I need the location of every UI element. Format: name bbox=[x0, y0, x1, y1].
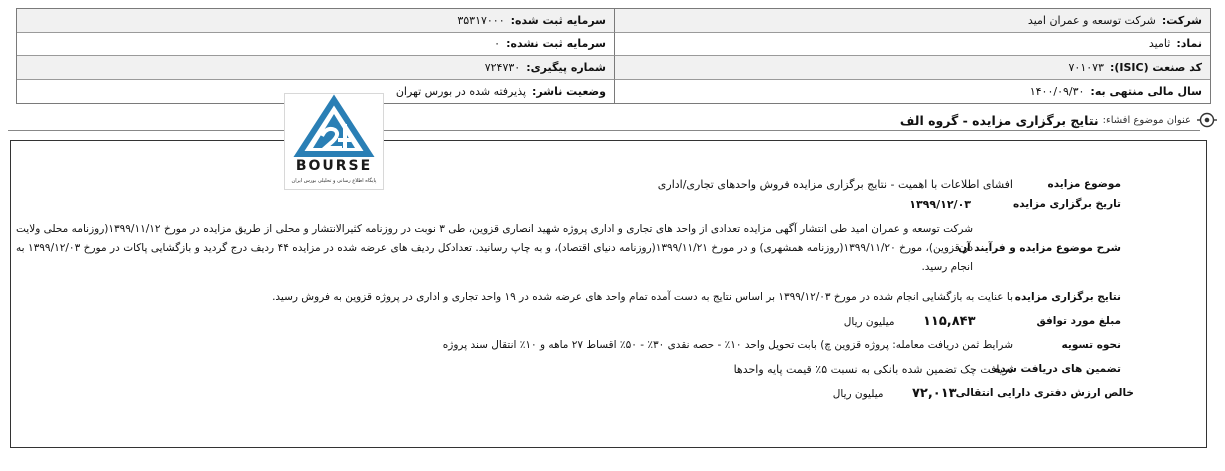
disclosure-title: نتایج برگزاری مزایده - گروه الف bbox=[899, 112, 1099, 128]
result-label: نتایج برگزاری مزایده bbox=[1014, 291, 1121, 303]
bourse-logo bbox=[284, 93, 384, 190]
capital-unregistered-value: ۰ bbox=[494, 37, 501, 51]
auction-details-box bbox=[10, 140, 1207, 448]
capital-registered-label: سرمایه ثبت شده: bbox=[510, 13, 606, 27]
agreed-value-cell bbox=[844, 314, 1021, 329]
net-label: خالص ارزش دفتری دارایی انتقالی bbox=[955, 387, 1134, 399]
isic-label: کد صنعت (ISIC): bbox=[1109, 60, 1202, 74]
tracking-label: شماره پیگیری: bbox=[526, 60, 606, 74]
row-agreed-amount bbox=[844, 311, 1121, 331]
settlement-value: شرایط ثمن دریافت معامله: پروژه قزوین چ) بابت تحویل واحد ۱۰٪ - حصه نقدی ۳۰٪ - ۵۰٪ اقساط ۲۷ ماهه و ۱۰٪ انتقال سند پروژه bbox=[442, 339, 1013, 351]
row-subject bbox=[658, 174, 1121, 194]
disclosure-title-bar bbox=[900, 110, 1217, 130]
agreed-unit: میلیون ریال bbox=[843, 315, 895, 328]
bourse-logo-mark bbox=[285, 94, 383, 189]
row-guarantee bbox=[734, 359, 1121, 379]
publisher-status-label: وضعیت ناشر: bbox=[532, 84, 606, 98]
process-label: شرح موضوع مزایده و فرآیند آن bbox=[958, 242, 1121, 254]
agreed-label: مبلغ مورد توافق bbox=[1036, 315, 1121, 327]
row-date bbox=[909, 194, 1121, 214]
company-label: شرکت: bbox=[1161, 13, 1202, 27]
capital-unregistered-label: سرمایه ثبت نشده: bbox=[506, 37, 606, 51]
process-value: شرکت توسعه و عمران امید طی انتشار آگهی مزایده تعدادی از واحد های تجاری و اداری پروژه شهید انصاری قزوین، طی ۳ نوبت در روزنامه کثیرالانتشار و محلی از طریق مزایده در مورخ ۱۳۹۹/۱۱/۱۲(روزنامه محلی ولایت در قزوین)، مورخ ۱۳۹۹/۱۱/۲۰(روزنامه همشهری) و در مورخ ۱۳۹۹/۱۱/۲۱(روزنامه دنیای اقتصاد)، و به چاپ رسانید. تعدادکل ردیف های عرضه شده در مزایده ۴۴ ردیف درج گردید و بازگشایی پاکات در مورخ ۱۳۹۹/۱۲/۰۳ به انجام رسید. bbox=[16, 222, 973, 273]
guarantee-label: تضمین های دریافت شده bbox=[994, 363, 1121, 375]
company-cell bbox=[614, 9, 1210, 33]
company-value: شرکت توسعه و عمران امید bbox=[1027, 13, 1156, 27]
net-amount: ۷۲,۰۱۳ bbox=[912, 385, 957, 401]
subject-label: موضوع مزایده bbox=[1047, 178, 1121, 190]
row-process bbox=[16, 215, 1121, 281]
row-result bbox=[272, 287, 1121, 307]
net-unit: میلیون ریال bbox=[832, 387, 884, 400]
row-net-book-value bbox=[833, 383, 1134, 403]
company-info-table bbox=[16, 8, 1211, 104]
fiscal-cell bbox=[614, 80, 1210, 104]
guarantee-value: دریافت چک تضمین شده بانکی به نسبت ۵٪ قیمت پایه واحدها bbox=[733, 362, 1013, 376]
isic-cell bbox=[614, 56, 1210, 80]
isic-value: ۷۰۱۰۷۳ bbox=[1068, 60, 1104, 74]
date-value: ۱۳۹۹/۱۲/۰۳ bbox=[909, 197, 971, 211]
tracking-cell bbox=[17, 56, 614, 80]
disclosure-title-caption: عنوان موضوع افشاء: bbox=[1102, 114, 1191, 126]
capital-unregistered-cell bbox=[17, 33, 614, 57]
agreed-amount: ۱۱۵,۸۴۳ bbox=[923, 313, 976, 329]
row-settlement bbox=[443, 335, 1121, 355]
title-divider bbox=[8, 130, 1200, 131]
target-icon bbox=[1197, 110, 1217, 130]
net-value-cell bbox=[833, 386, 984, 401]
result-value: با عنایت به بازگشایی انجام شده در مورخ ۱۳۹۹/۱۲/۰۳ بر اساس نتایج به دست آمده تمام واحد های عرضه شده در ۱۹ واحد تجاری و اداری در پروژه قزوین به فروش رسید. bbox=[272, 291, 1013, 303]
subject-value: افشای اطلاعات با اهمیت - نتایج برگزاری مزایده فروش واحدهای تجاری/اداری bbox=[657, 177, 1013, 191]
settlement-label: نحوه تسویه bbox=[1061, 339, 1121, 351]
publisher-status-value: پذیرفته شده در بورس تهران bbox=[395, 84, 527, 98]
logo-subtitle-text: پایگاه اطلاع رسانی و تحلیلی بورس ایران bbox=[291, 178, 377, 184]
fiscal-value: ۱۴۰۰/۰۹/۳۰ bbox=[1029, 84, 1085, 98]
capital-registered-value: ۳۵۳۱۷۰۰۰ bbox=[457, 13, 505, 27]
symbol-cell bbox=[614, 33, 1210, 57]
tracking-value: ۷۲۴۷۳۰ bbox=[484, 60, 521, 74]
symbol-label: نماد: bbox=[1176, 37, 1202, 51]
logo-brand-text: BOURSE bbox=[295, 158, 373, 174]
date-label: تاریخ برگزاری مزایده bbox=[1013, 198, 1121, 210]
capital-registered-cell bbox=[17, 9, 614, 33]
fiscal-label: سال مالی منتهی به: bbox=[1090, 84, 1202, 98]
symbol-value: ثامید bbox=[1148, 37, 1171, 51]
